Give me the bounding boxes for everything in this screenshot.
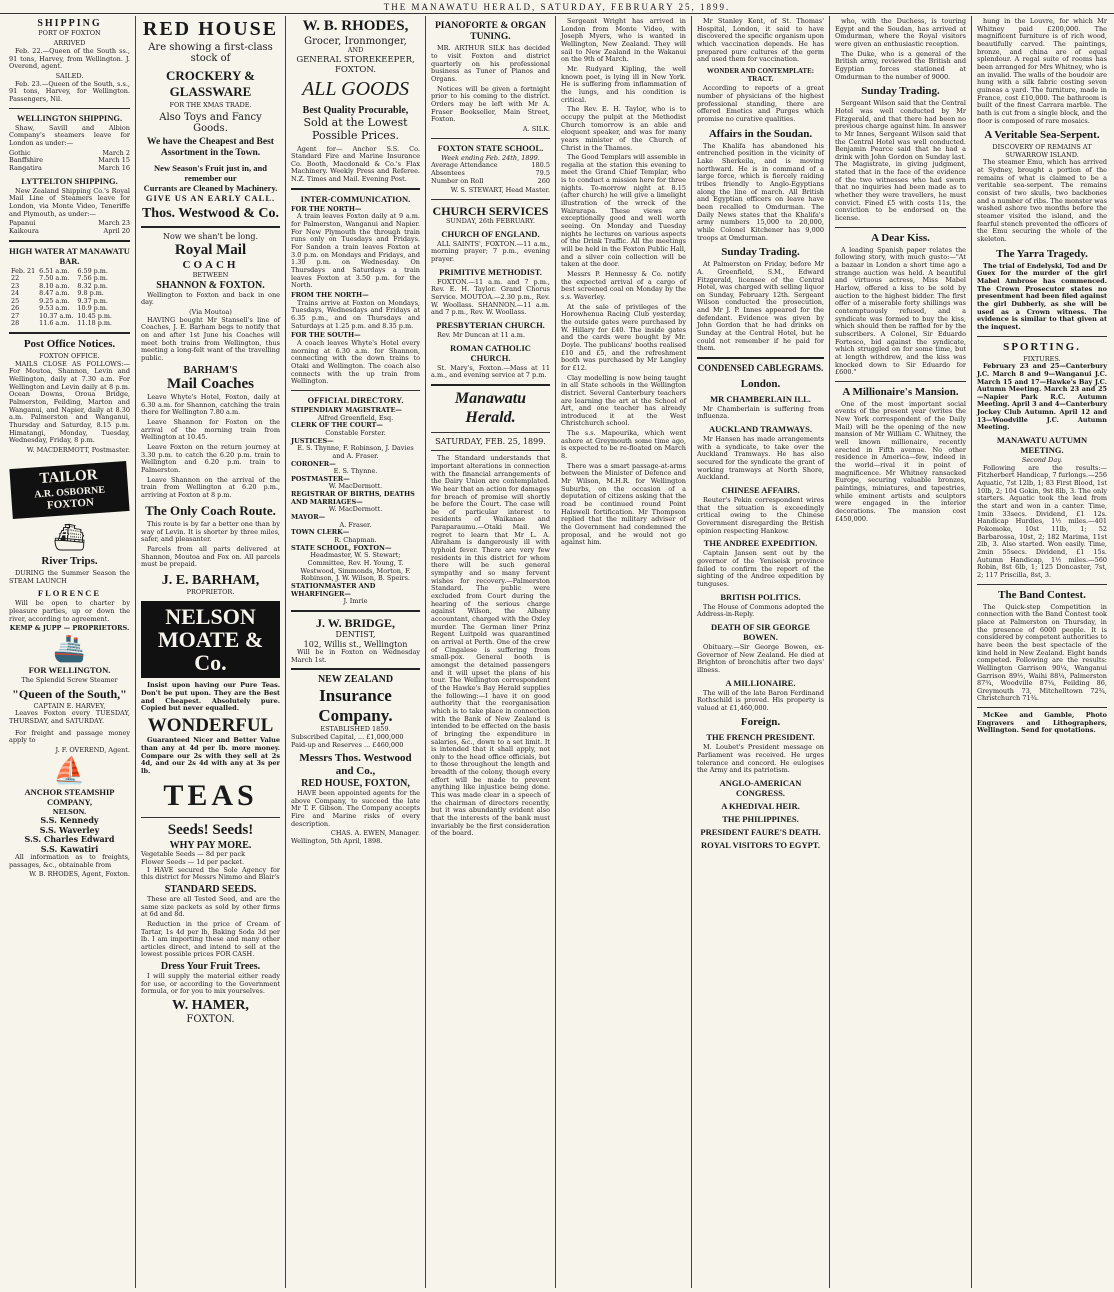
only-route-title: The Only Coach Route. bbox=[145, 502, 276, 518]
primitive-title: PRIMITIVE METHODIST. bbox=[439, 266, 542, 277]
news-mapourika: The s.s. Mapourika, which went ashore at Greymouth some time ago, is expected to be re-floated on March 8. bbox=[561, 429, 686, 461]
dentist-label: DENTIST, bbox=[335, 630, 376, 640]
ship-row-cell: March 23 bbox=[98, 219, 130, 228]
tide-table bbox=[9, 268, 114, 328]
insist-text: Insist upon having our Pure Teas. Don't be put upon. They are the Best and Cheapest. Absolutely pure. Copied but never equalled. bbox=[141, 681, 280, 713]
london-title: London. bbox=[740, 377, 781, 390]
high-water-title: HIGH WATER AT MANAWATU BAR. bbox=[9, 245, 130, 266]
agency-text: I HAVE secured the Sole Agency for this district for Messrs Nimmo and Blair's bbox=[141, 865, 280, 882]
official-directory-title: OFFICIAL DIRECTORY. bbox=[307, 394, 404, 405]
mail-coach-text-4: Leave Shannon on the arrival of the train from Wellington at 6.20 p.m., arriving at Foxton at 8 p.m. bbox=[141, 475, 280, 499]
french-text: M. Loubet's President message on Parliament was received. He urges tolerance and concord. He eulogises the Army and its patriotism. bbox=[697, 743, 824, 775]
fixtures-label: FIXTURES. bbox=[1023, 354, 1061, 363]
mansion-text: One of the most important social events of the present year (writes the New York correspondent of the Daily Mail) will be the opening of the new mansion of Mr William C. Whitney, the well known millionaire, recently erected in Fifth avenue. No other residence in America—few, indeed in the world—rival it in point of magnificence. Mr Whitney ransacked Europe, securing valuable bronzes, paintings, miniatures, and tapestries, while eminent artists and sculptors were engaged in the interior decorations. The mansion cost £450,000. bbox=[835, 399, 966, 523]
news-clay: Clay modelling is now being taught in all State schools in the Wellington district. Several Canterbury teachers are learning the art at the School of Art, and one teacher has already introduced it at the West Christchurch school. bbox=[561, 373, 686, 428]
established: ESTABLISHED 1859. bbox=[320, 725, 391, 734]
tide-row bbox=[9, 320, 114, 328]
tailor-label: TAILOR bbox=[39, 466, 99, 487]
anchor-info: All information as to freights, passages, &c., obtainable from bbox=[9, 853, 130, 869]
route-text: This route is by far a better one than by way of Levin. It is shorter by three miles, safer, and pleasanter. bbox=[141, 519, 280, 544]
week-ending: Week ending Feb. 24th, 1899. bbox=[441, 153, 540, 162]
directory-role: STIPENDIARY MAGISTRATE— bbox=[291, 405, 402, 414]
directory-name: Alfred Greenfield, Esq. bbox=[317, 413, 394, 422]
chamberlain-title: MR CHAMBERLAIN ILL. bbox=[710, 393, 811, 404]
ship-row-cell: Gothic bbox=[9, 148, 31, 157]
for-south-text: A coach leaves Whyte's Hotel every morning at 6.30 a.m. for Shannon, connecting with the down trains to Otaki and Wellington. The coach also connects with the up train from Wellington. bbox=[291, 338, 420, 386]
wonderful-title: WONDERFUL bbox=[147, 714, 274, 736]
inter-communication-title: INTER-COMMUNICATION. bbox=[300, 193, 411, 204]
tide-cell: 28 bbox=[11, 319, 20, 328]
currants-line: Currants are Cleaned by Machinery. bbox=[143, 182, 278, 193]
mansion-cont-text: hung in the Louvre, for which Mr Whitney paid £200,000. The magnificent furniture is of rich wood, beautifully carved. The paintings, bronze, and china are of equal splendour. A regal suite of rooms has been arranged for Mrs Whitney, who is an invalid. The walls of the boudoir are hung with a silk fabric costing seven guineas a yard. The furniture, made in France, cost £10,000. The bathroom is built of the finest Carrara marble. The bath is cut from a single block, and the floor is composed of rare mosaics. bbox=[977, 17, 1107, 125]
masthead: THE MANAWATU HERALD, SATURDAY, FEBRUARY 25, 1899. bbox=[0, 0, 1114, 14]
mansion-title: A Millionaire's Mansion. bbox=[842, 385, 959, 398]
fixtures-text: February 23 and 25—Canterbury J.C. March 8 and 9—Wanganui J.C. March 15 and 17—Hawke's Bay J.C. Autumn Meeting. March 23 and 25—Napier Park R.C. Autumn Meeting. April 3 and 4—Canterbury Jockey Club Autumn. April 12 and 13—Woodville J.C. Autumn Meeting. bbox=[977, 362, 1107, 432]
primitive-text: FOXTON.—11 a.m. and 7 p.m., Rev. E. H. Taylor. Grand Chorus Service. MOUTOA.—2.30 p.m., Rev. W. Woollass. SHANNON.—11 a.m. and 7 p.m., Rev. W. Woollass. bbox=[431, 277, 550, 317]
fruit-line: New Season's Fruit just in, and remember our bbox=[154, 162, 267, 183]
directory-name: E. S. Thynne, F. Robinson, J. Davies and A. Fraser. bbox=[297, 444, 414, 460]
mckee-gamble: McKee and Gamble, Photo Engravers and Lithographers, Wellington. Send for quotations. bbox=[977, 711, 1107, 735]
ship-row-cell: Papanui bbox=[9, 219, 36, 228]
between-label: BETWEEN bbox=[192, 271, 229, 280]
ship-row-cell: Rangatira bbox=[9, 164, 42, 172]
news-wright: Sergeant Wright has arrived in London from Monte Video, with Joseph Myers, who is wanted in Wellington, New Zealand. They will sail to New Zealand in the Wakanui on the 9th of March. bbox=[561, 17, 686, 64]
column-3 bbox=[286, 16, 426, 1288]
tide-cell: 6.59 p.m. bbox=[77, 266, 108, 275]
presbyterian-title: PRESBYTERIAN CHURCH. bbox=[436, 320, 545, 331]
millionaire-text: The will of the late Baron Ferdinand Rothschild is proved. His property is valued at £1,460,000. bbox=[697, 688, 824, 712]
tailor-place: FOXTON bbox=[46, 496, 95, 512]
best-quality: Best Quality Procurable, bbox=[302, 104, 409, 116]
river-trips-title: River Trips. bbox=[41, 554, 98, 567]
bowen-title: DEATH OF SIR GEORGE BOWEN. bbox=[711, 621, 810, 642]
sea-serpent-title: A Veritable Sea-Serpent. bbox=[984, 129, 1100, 142]
lyttelton-text: New Zealand Shipping Co.'s Royal Mail Line of Steamers leave for London, via Monte Video, Teneriffe and Plymouth, as under:— bbox=[9, 186, 130, 218]
directory-role: CLERK OF THE COURT— bbox=[291, 421, 383, 430]
grocer-line: Grocer, Ironmonger, bbox=[304, 35, 407, 47]
and-line: AND bbox=[347, 46, 364, 55]
sunday-trading-text: At Palmerston on Friday, before Mr A. Greenfield, S.M., Edward Fitzgerald, licensee of the Central Hotel, was charged with selling liquor on Sunday, February 12th. Sergeant Wilson conducted the prosecution, and Mr J. P. Innes appeared for the defendant. Evidence was given by John Gordon that he had drinks on Sunday at the Central Hotel, but he could not remember if he paid for them. bbox=[697, 260, 824, 353]
column-5 bbox=[556, 16, 692, 1288]
tide-cell: 11.18 p.m. bbox=[77, 319, 112, 328]
directory-role: MAYOR— bbox=[291, 513, 326, 522]
sailed-label: SAILED. bbox=[55, 72, 84, 81]
rhodes-title: W. B. RHODES, bbox=[302, 18, 409, 34]
official-directory-list bbox=[291, 407, 420, 606]
sunday-trading-cont-title: Sunday Trading. bbox=[861, 85, 940, 98]
nelson-moate-logo: NELSON MOATE & Co. bbox=[141, 601, 280, 678]
freight-text: For freight and passage money apply to bbox=[9, 728, 130, 745]
launch-name: FLORENCE bbox=[37, 588, 102, 599]
barhams-label: BARHAM'S bbox=[183, 364, 238, 376]
directory-name: A. Fraser. bbox=[339, 520, 372, 529]
tide-cell: 25 bbox=[11, 296, 20, 305]
tide-cell: 7.56 p.m. bbox=[77, 274, 108, 283]
anchor-ship-name: S.S. Waverley bbox=[39, 824, 100, 835]
tide-cell: 26 bbox=[11, 304, 20, 313]
tide-cell: 7.50 a.m. bbox=[39, 274, 70, 283]
westwood-title: Thos. Westwood & Co. bbox=[141, 205, 280, 221]
toys-line: Also Toys and Fancy Goods. bbox=[159, 111, 262, 135]
chinese-title: CHINESE AFFAIRS. bbox=[721, 484, 800, 495]
red-house-foxton: RED HOUSE, FOXTON, bbox=[301, 778, 410, 790]
news-racing: At the sale of privileges of the Horowhenua Racing Club yesterday, the outside gates were purchased by W. Hillary for £40. The inside gates and the cards were bought by Mr. Doyle. The publicans' booths realised £10 and £5, and the refreshment booth was purchased by Mr Langley for £12. bbox=[561, 302, 686, 372]
tide-cell: 23 bbox=[11, 281, 20, 290]
issue-date: SATURDAY, FEB. 25, 1899. bbox=[435, 436, 546, 446]
launch-text: Will be open to charter by pleasure parties, up or down the river, according to agreement. bbox=[9, 599, 130, 623]
via-moutoa: (Via Moutoa) bbox=[189, 307, 232, 316]
tide-cell: 9.37 p.m. bbox=[77, 296, 108, 305]
anchor-ship-name: S.S. Charles Edward bbox=[24, 834, 115, 845]
tide-cell: Feb. 21 bbox=[11, 266, 36, 275]
insurance-title: Insurance Company. bbox=[318, 686, 393, 726]
directory-role: STATE SCHOOL, FOXTON— bbox=[291, 543, 392, 552]
crockery-title: CROCKERY & GLASSWARE bbox=[166, 68, 255, 99]
anchor-ship-name: S.S. Kennedy bbox=[40, 815, 99, 826]
directory-name: Constable Forster. bbox=[325, 428, 386, 437]
khedival-title: A KHEDIVAL HEIR. bbox=[721, 801, 800, 812]
royal-visitors-title: ROYAL VISITORS TO EGYPT. bbox=[701, 840, 820, 851]
directory-role: STATIONMASTER AND WHARFINGER— bbox=[291, 582, 376, 598]
sunday-trading-cont-text: Sergeant Wilson said that the Central Hotel was well conducted by Mr Fitzgerald, and that there had been no previous charge against him. In answer to Mr Innes, Sergeant Wilson said that the Central Hotel was well conducted. Benjamin Pearce said that he had a drink with John Gordon on Sunday last. The Magistrate, in giving judgment, stated that in the face of the evidence of the two witnesses who had sworn that no inquiries had been made as to whether they were travellers, he must convict. Fined £5 with costs 11s, the conviction to be endorsed on the license. bbox=[835, 99, 966, 223]
from-north-label: FROM THE NORTH— bbox=[291, 291, 369, 300]
for-wellington-title: FOR WELLINGTON. bbox=[28, 664, 111, 675]
chamberlain-text: Mr Chamberlain is suffering from influenza. bbox=[697, 404, 824, 421]
jeb-name: J. E. BARHAM, bbox=[161, 572, 260, 588]
directory-name: E. S. Thynne. bbox=[333, 467, 378, 476]
page-columns bbox=[4, 16, 1112, 1288]
agents-text: HAVE been appointed agents for the above Company, to succeed the late Mr T. F. Gibson. The Company accepts Fire and Marine risks of every description. bbox=[291, 788, 420, 828]
attendance-row-cell: Absentees bbox=[431, 168, 465, 177]
directory-name: W. MacDermott. bbox=[328, 505, 383, 514]
anchor-ships-list bbox=[9, 816, 130, 854]
andree-text: Captain Jansen sent out by the governor of the Yeniseisk province failed to confirm the report of the sighting of the Andree expedition by tunguses. bbox=[697, 549, 824, 588]
mail-coach-text-3: Leave Foxton on the return journey at 3.30 p.m. to catch the 6.20 p.m. train to Wellington and 6.20 p.m. train to Palmerston. bbox=[141, 442, 280, 474]
tide-cell: 27 bbox=[11, 311, 20, 320]
from-north-text: Trains arrive at Foxton on Mondays, Tuesdays, Wednesdays and Fridays at 6.35 p.m., and on Thursdays and Saturdays at 1.25 p.m. and 8.35 p.m. bbox=[291, 298, 420, 330]
bridge-name: J. W. BRIDGE, bbox=[315, 615, 396, 630]
post-office-title: Post Office Notices. bbox=[23, 338, 116, 351]
cheapest-line: We have the Cheapest and Best Assortment in the Town. bbox=[147, 137, 274, 159]
agent-for: Agent for— Anchor S.S. Co. Standard Fire and Marine Insurance Co. Booth, Macdonald & Co.'s Flax Machinery. Weekly Press and Referee. N.Z. Times and Mail. Evening Post. bbox=[291, 144, 420, 184]
leaves-text: Leaves Foxton every TUESDAY, THURSDAY, and SATURDAY. bbox=[9, 709, 130, 726]
politics-title: BRITISH POLITICS. bbox=[720, 591, 801, 602]
ship-icon: ⛵ bbox=[53, 755, 86, 786]
directory-name: W. MacDermott. bbox=[328, 482, 383, 491]
column-7 bbox=[830, 16, 972, 1288]
philippines-title: THE PHILIPPINES. bbox=[722, 814, 799, 825]
tide-cell: 22 bbox=[11, 274, 20, 283]
tailor-name: A.R. OSBORNE bbox=[33, 483, 106, 500]
screw-steamer: The Splendid Screw Steamer bbox=[21, 675, 118, 684]
ship-row-cell: April 20 bbox=[103, 226, 130, 235]
bridge-address: 102, Willis st., Wellington bbox=[303, 639, 408, 649]
tested-text: These are all Tested Seed, and are the same size packets as sold by other firms at 6d and 8d. bbox=[141, 894, 280, 919]
wellington-ships-list bbox=[9, 150, 130, 173]
for-north-text: A train leaves Foxton daily at 9 a.m. for Palmerston, Wanganui and Napier. For New Plymouth the through train runs only on Tuesdays and Fridays. For Sandon a train leaves Foxton at 3.0 p.m. on Mondays and Fridays, and 1.30 p.m. on Wednesday. On Thursdays and Saturdays a train leaves Foxton at 3.50 p.m. for the North. bbox=[291, 212, 420, 290]
sporting-title: SPORTING. bbox=[1003, 340, 1081, 353]
tide-cell: 6.51 a.m. bbox=[39, 266, 70, 275]
coach-text: Wellington to Foxton and back in one day. bbox=[141, 290, 280, 307]
reduction-text: Reduction in the price of Cream of Tartar, 1s 4d per lb, Baking Soda 3d per lb. I am importing these and many other articles direct, and intend to sell at the lowest possible prices FOR CASH. bbox=[141, 919, 280, 959]
steamer-icon: ⛴ bbox=[52, 522, 86, 553]
chinese-text: Reuter's Pekin correspondent wires that the situation is exceedingly critical owing to the Chinese Government disregarding the British opinion respecting Hankow. bbox=[697, 495, 824, 535]
auckland-title: AUCKLAND TRAMWAYS. bbox=[709, 423, 812, 434]
red-house-title: RED HOUSE bbox=[142, 18, 279, 40]
sunday-date: SUNDAY, 26th FEBRUARY. bbox=[445, 217, 536, 226]
millionaire-title: A MILLIONAIRE. bbox=[725, 677, 796, 688]
paid-up: Paid-up and Reserves ... £460,000 bbox=[291, 740, 404, 749]
directory-name: J. Imrie bbox=[343, 597, 368, 606]
tide-cell: 10.9 p.m. bbox=[77, 304, 108, 313]
column-2 bbox=[136, 16, 286, 1288]
news-review: The Duke, who is a general of the British army, reviewed the British and Egyptian forces stationed at Omdurman to the number of 9000. bbox=[835, 49, 966, 81]
ship-row-cell: Banffshire bbox=[9, 156, 44, 165]
dress-trees-title: Dress Your Fruit Trees. bbox=[160, 961, 261, 973]
coe-title: CHURCH OF ENGLAND. bbox=[441, 228, 540, 239]
tide-cell: 10.45 p.m. bbox=[77, 311, 112, 320]
why-pay-more: WHY PAY MORE. bbox=[169, 839, 252, 851]
anglo-title: ANGLO-AMERICAN CONGRESS. bbox=[719, 778, 802, 799]
steamer-icon-2: 🚢 bbox=[53, 633, 86, 664]
standard-seeds: STANDARD SEEDS. bbox=[164, 884, 257, 896]
cablegrams-title: CONDENSED CABLEGRAMS. bbox=[697, 363, 824, 374]
post-office-text: MAILS CLOSE AS FOLLOWS:— For Moutoa, Shannon, Levin and Wellington, daily at 7.30 a.m. For Wellington and Levin daily at 8 p.m. Ocean Downs, Oroua Bridge, Palmerston, Feilding, Marton and Wanganui, and Napier, daily at 8.30 a.m. Palmerston and Wanganui, Thursday and Saturday, 8.15 p.m. Himatangi, Monday, Tuesday, Wednesday, Friday, 8 p.m. bbox=[9, 359, 130, 445]
tide-cell: 24 bbox=[11, 289, 20, 298]
news-defence: There was a smart passage-at-arms between the Minister of Defence and Mr Wilson, M.H.R. for Wellington Suburbs, on the occasion of a deputation of citizens asking that the road be continued round Point Halswell fortification. Mr Thompson replied that the military adviser of the Government had condemned the proposal, and he would not go against him. bbox=[561, 461, 686, 547]
bridge-text: Will be in Foxton on Wednesday March 1st. bbox=[291, 648, 420, 664]
tide-cell: 11.6 a.m. bbox=[39, 319, 70, 328]
race-results: Following are the results:— Fitzherbert Handicap, 7 furlongs.—256 Aquatic, 7st 12lb, 1; 83 First Blood, 1st 10lb, 2; 104 Gokin, 9st 8lb, 3. The only starters. Aquatic took the lead from the start and won in a canter. Time, 1min 33secs. Dividend, £1 12s. Handicap Hurdles, 1½ miles.—401 Pokomoke, 10st 11lb, 1; 52 Barbarossa, 10st, 2; 182 Marima, 11st 2lb, 3. Also started. Won easily. Time, 2min 55secs. Dividend, £1 15s. Autumn Handicap, 1½ miles.—560 Robin, 8st 6lb, 1; 125 Doncaster, 7st, 2; 117 Priscilla, 8st, 3. bbox=[977, 463, 1107, 579]
bowen-text: Obituary.—Sir George Bowen, ex-Governor of New Zealand. He died at Brighton of bronchitis after two days' illness. bbox=[697, 642, 824, 674]
head-master: W. S. STEWART, Head Master. bbox=[450, 186, 550, 195]
early-call: GIVE US AN EARLY CALL. bbox=[145, 192, 276, 203]
subscribed-capital: Subscribed Capital, ... £1,000,000 bbox=[291, 732, 404, 741]
piano-text: MR. ARTHUR SILK has decided to visit Foxton and district quarterly on his professional business as Tuner of Pianos and Organs. bbox=[431, 44, 550, 84]
arrived-text: Feb. 22.—Queen of the South ss., 91 tons, Harvey, from Wellington. J. Overend, agent. bbox=[9, 47, 130, 71]
directory-role: POSTMASTER— bbox=[291, 474, 350, 483]
coe-text: ALL SAINTS', FOXTON.—11 a.m., morning prayer; 7 p.m., evening prayer. bbox=[431, 239, 550, 264]
column-6 bbox=[692, 16, 830, 1288]
yarra-text: The trial of Endelyski, Tod and Dr Guex for the murder of the girl Mabel Ambrose has commenced. The Crown Prosecutor states no presentment had been filed against the girl Dubberly, as she will be used as a Crown witness. The evidence is similar to that given at the inquest. bbox=[977, 261, 1107, 331]
church-services-title: CHURCH SERVICES bbox=[432, 203, 549, 218]
silk-signature: A. SILK. bbox=[522, 124, 550, 133]
tailor-osborne-logo bbox=[9, 460, 129, 518]
news-kent: Mr Stanley Kent, of St. Thomas' Hospital, London, it said to have discovered the specific organism upon which vaccination depends. He has prepared pure cultures of the germ and used them for vaccination. bbox=[697, 17, 824, 64]
ship-row-cell: March 16 bbox=[98, 164, 130, 172]
column-8 bbox=[972, 16, 1112, 1288]
directory-name: Headmaster, W. S. Stewart; Committee, Rev. H. Young, T. Westwood, Simmonds, Morton, F. Robinson, J. W. Wilson, B. Speirs. bbox=[300, 551, 411, 583]
all-goods-title: ALL GOODS bbox=[302, 78, 409, 101]
dress-trees-text: I will supply the material either ready for use, or according to the Government formula, or for you to mix yourselves. bbox=[141, 971, 280, 996]
post-office-sub: FOXTON OFFICE. bbox=[39, 351, 100, 360]
column-4 bbox=[426, 16, 556, 1288]
tide-cell: 8.32 p.m. bbox=[77, 281, 108, 290]
nz-label: NEW ZEALAND bbox=[317, 674, 394, 686]
yarra-title: The Yarra Tragedy. bbox=[996, 247, 1088, 260]
piano-text-2: Notices will be given a fortnight prior to his coming to the district. Orders may be left with Mr A. Fraser Bookseller, Main Street, Foxton. bbox=[431, 84, 550, 124]
news-templars: The Good Templars will assemble in regalia at the station this evening to meet the Grand Chief Templar, who is to conduct a mission here for three nights. To-morrow night at 8.15 (after church) he will give a limelight illustration of the wreck of the Wairarapa. These views are exceptionally good and well worth seeing. On Monday and Tuesday nights he lectures on various aspects of the Drink Traffic. All the meetings will be held in the Foxton Public Hall, and a silver coin collection will be taken at the door. bbox=[561, 153, 686, 269]
ship-row-cell: March 2 bbox=[102, 148, 130, 157]
news-taylor: The Rev. E. H. Taylor, who is to occupy the pulpit at the Methodist Church tomorrow is an able and eloquent speaker, and was for many years minister of the Church of Christ in the Thames. bbox=[561, 105, 686, 152]
soudan-text: The Khalifa has abandoned his entrenched position in the vicinity of Lake Sherkeila, and is moving northward. He is in command of a large force, which is fiercely raiding tribes friendly to Anglo-Egyptians along the line of march. All British and Egyptian officers on leave have been recalled to Omdurman. The Daily News states that the Khalifa's army numbers 15,000 to 20,000, while Colonel Kitchener has 9,000 troops at Omdurman. bbox=[697, 141, 824, 242]
dear-kiss-title: A Dear Kiss. bbox=[871, 231, 930, 244]
attendance-row-cell: Number on Roll bbox=[431, 176, 484, 185]
piano-tuning-title: PIANOFORTE & ORGAN TUNING. bbox=[434, 21, 547, 43]
attendance-row-cell: 79.5 bbox=[535, 168, 550, 177]
ship-row-cell: Kaikoura bbox=[9, 226, 39, 235]
shipping-sub: PORT OF FOXTON bbox=[38, 28, 101, 37]
auckland-text: Mr Hansen has made arrangements with a syndicate, to take over the Auckland Tramways. He has also secured for the syndicate the grant of working tramways at North Shore, Auckland. bbox=[697, 434, 824, 482]
faure-title: PRESIDENT FAURE'S DEATH. bbox=[700, 827, 821, 838]
rhodes-signature: W. B. RHODES, Agent, Foxton. bbox=[29, 870, 130, 879]
catholic-title: ROMAN CATHOLIC CHURCH. bbox=[450, 342, 531, 363]
catholic-text: St. Mary's, Foxton.—Mass at 11 a.m., and evening service at 7 p.m. bbox=[431, 363, 550, 380]
tide-cell: 8.47 a.m. bbox=[39, 289, 70, 298]
presbyterian-text: Rev. Mr Duncan at 11 a.m. bbox=[437, 331, 526, 340]
sea-serpent-text: The steamer Emu, which has arrived at Sydney, brought a portion of the remains of what is claimed to be a veritable sea-serpent. The remains consist of two skulls, two backbones and a number of ribs. The monster was washed ashore two months before the steamer visited the island, and the fearful stench prevented the officers of the Emu securing the whole of the skeleton. bbox=[977, 158, 1107, 244]
sailed-text: Feb. 23.—Queen of the South, s.s., 91 tons, Harvey, for Wellington. Passengers, Nil. bbox=[9, 79, 130, 104]
attendance-row-cell: Average Attendance bbox=[431, 161, 498, 170]
storekeeper-line: GENERAL STOREKEEPER, FOXTON. bbox=[296, 55, 415, 76]
tide-cell: 9.25 a.m. bbox=[39, 296, 70, 305]
overend-signature: J. F. OVEREND, Agent. bbox=[55, 746, 130, 754]
french-title: THE FRENCH PRESIDENT. bbox=[706, 732, 815, 743]
xmas-trade: FOR THE XMAS TRADE. bbox=[169, 100, 252, 109]
parcels-text: Parcels from all parts delivered at Shannon, Moutoa and Fox on. All parcels must be prepaid. bbox=[141, 544, 280, 569]
sold-lowest: Sold at the Lowest Possible Prices. bbox=[303, 115, 408, 142]
news-kipling: Mr. Rudyard Kipling, the well known poet, is lying ill in New York. He is suffering from inflammation of the lungs, and his condition is critical. bbox=[561, 64, 686, 104]
queen-of-south: "Queen of the South," bbox=[12, 686, 127, 701]
coach-title: COACH bbox=[182, 259, 239, 272]
tide-cell: 10.37 a.m. bbox=[39, 311, 74, 320]
kemp-jupp: KEMP & JUPP — PROPRIETORS. bbox=[9, 624, 130, 633]
for-north-label: FOR THE NORTH— bbox=[291, 204, 362, 213]
anchor-ship-name: S.S. Kawatiri bbox=[40, 843, 99, 854]
shannon-foxton: SHANNON & FOXTON. bbox=[156, 279, 265, 291]
attendance-table bbox=[431, 162, 550, 185]
politics-text: The House of Commons adopted the Address-in-Reply. bbox=[697, 602, 824, 619]
lyttelton-ships-list bbox=[9, 220, 130, 235]
signature-date: Wellington, 5th April, 1898. bbox=[291, 836, 383, 845]
teas-title: TEAS bbox=[163, 778, 258, 812]
tide-cell: 9.53 a.m. bbox=[39, 304, 70, 313]
foreign-title: Foreign. bbox=[740, 716, 781, 729]
directory-role: CORONER— bbox=[291, 459, 336, 468]
mail-coach-text-1: Leave Whyte's Hotel, Foxton, daily at 6.30 a.m. for Shannon, catching the train there for Wellington 7.80 a.m. bbox=[141, 393, 280, 417]
tract-title: WONDER AND CONTEMPLATE: TRACT. bbox=[706, 66, 815, 84]
wellington-shipping-text: Shaw, Savill and Albion Company's steamers leave for London as under:— bbox=[9, 123, 130, 148]
directory-name: R. Chapman. bbox=[334, 536, 377, 545]
lyttelton-title: LYTTELTON SHIPPING. bbox=[21, 175, 118, 186]
messrs-westwood: Messrs Thos. Westwood and Co., bbox=[299, 752, 412, 778]
red-house-showing: Are showing a first-class stock of bbox=[148, 41, 273, 65]
band-contest-text: The Quick-step Competition in connection with the Band Contest took place at Palmerston on Thursday, in the presence of 6000 people. It is considered by competent authorities to have been the best spectacle of the kind held in New Zealand. Eight bands competed. Following are the results: Wellington Garrison 90¼, Wanganui Garrison 89½, Waihi 88¼, Palmerston 87¾, Woodville 87¼, Feilding 86, Greymouth 73, Mitchelltown 72¾, Christchurch 71¾. bbox=[977, 602, 1107, 703]
editorial-text: The Standard understands that important alterations in connection with the financial arrangements of the Dairy Union are contemplated. We hear that an action for damages for breach of promise will shortly be before the Court. The case will be of particular interest to residents of Waikanae and Paraparaumu.—Otaki Mail. We regret to learn that Mr L. A. Abraham is dangerously ill with typhoid fever. There are very few residents in this district for whom there will be such general sympathy and so many fervent wishes for recovery.—Palmerston Standard. The public were excluded from Court during the hearing of the serious charge against Wilson, the Albany accountant, charged with the Oxley murder. The German liner Prinz Regent Luitpold was quarantined on arrival at Perth. One of the crew of Cingalese is suffering from small-pox. General booth is amongst the detained passengers and it will upset the plans of his tour. The Wellington correspondent of the Hawke's Bay Herald supplies the following:—I have it on good authority that the reorganisation which is to take place in connection with the Bank of New Zealand is intended to be effected on the basis of bringing the expenditure in salaries, &c., down to a set limit. It is intended that it shall apply, not only to the head office officials, but to those throughout the length and breadth of the colony, though every effort will be made to prevent anything like injustice being done. This was made clear in a speech of the chairman of directors recently, but it was abundantly evident also that the interests of the bank must invariably be the first consideration of the board. bbox=[431, 454, 550, 838]
mail-coaches-title: Mail Coaches bbox=[166, 376, 255, 393]
ship-row bbox=[9, 165, 130, 173]
attendance-row bbox=[431, 178, 550, 186]
veg-seeds: Vegetable Seeds — 8d per pack bbox=[141, 850, 246, 859]
ship-row bbox=[9, 228, 130, 236]
captain: CAPTAIN E. HARVEY, bbox=[33, 701, 106, 710]
mail-coach-text-2: Leave Shannon for Foxton on the arrival of the morning train from Wellington at 10.45. bbox=[141, 417, 280, 442]
directory-role: TOWN CLERK— bbox=[291, 528, 350, 537]
anchor-company: ANCHOR STEAMSHIP COMPANY, bbox=[24, 786, 115, 807]
shipping-title: SHIPPING bbox=[37, 18, 102, 29]
tract-text: According to reports of a great number of physicians of the highest professional standing, there are offered Emetics and Purges which promise no curative qualities. bbox=[697, 84, 824, 124]
news-duke: who, with the Duchess, is touring Egypt and the Soudan, has arrived at Omdurman, where the Royal visitors were given an enthusiastic reception. bbox=[835, 17, 966, 48]
ewen-signature: CHAS. A. EWEN, Manager. bbox=[330, 829, 420, 838]
hamer-place: FOXTON. bbox=[186, 1014, 235, 1026]
river-trips-text: DURING the Summer Season the STEAM LAUNCH bbox=[9, 568, 130, 585]
tide-cell: 8.10 a.m. bbox=[39, 281, 70, 290]
arrived-label: ARRIVED bbox=[53, 39, 86, 48]
attendance-row-cell: 180.5 bbox=[531, 161, 550, 170]
guaranteed-text: Guaranteed Nicer and Better Value than any at 4d per lb. more money. Compare our 2s with they sell at 2s 4d, and our 2s 4d with any at 3s per lb. bbox=[141, 736, 280, 775]
second-day: Second Day. bbox=[1021, 456, 1063, 465]
sea-serpent-sub: DISCOVERY OF REMAINS AT SUWARROW ISLAND. bbox=[992, 143, 1092, 159]
state-school-title: FOXTON STATE SCHOOL. bbox=[437, 142, 544, 153]
andree-title: THE ANDREE EXPEDITION. bbox=[703, 538, 818, 549]
directory-role: JUSTICES— bbox=[291, 436, 334, 445]
wellington-shipping-title: WELLINGTON SHIPPING. bbox=[16, 112, 123, 123]
postmaster-signature: W. MACDERMOTT, Postmaster. bbox=[26, 445, 130, 454]
proprietor-label: PROPRIETOR. bbox=[186, 588, 235, 597]
for-south-label: FOR THE SOUTH— bbox=[291, 331, 361, 340]
band-contest-title: The Band Contest. bbox=[998, 588, 1086, 601]
dear-kiss-text: A leading Spanish paper relates the following story, with much gusto:—"At a bazaar in London a short time ago a strange auction was held. A beautiful and virtuous actress, Miss Mabel Harlow, offered a kiss to be sold by auction to the highest bidder. The first offer of a miserable forty shillings was contemptuously refused, and a syndicate was formed to buy the kiss, which should then be raffled for by the subscribers. A Colonel, Sir Eduardo Fortesco, bid against the syndicate, which struggled on for some time, but at length withdrew, and the kiss was knocked down to Sir Eduardo for £600." bbox=[835, 245, 966, 377]
barham-text: HAVING bought Mr Stansell's line of Coaches, J. E. Barham begs to notify that on and after 1st June his Coaches will meet both trains from Wellington, thus meeting a long-felt want of the travelling public. bbox=[141, 315, 280, 362]
attendance-row-cell: 260 bbox=[537, 176, 550, 185]
seeds-title: Seeds! Seeds! bbox=[167, 821, 254, 838]
ship-row-cell: March 15 bbox=[98, 156, 130, 165]
flower-seeds: Flower Seeds — 1d per packet. bbox=[141, 858, 245, 867]
anchor-nelson: NELSON. bbox=[52, 807, 87, 816]
herald-nameplate: Manawatu Herald. bbox=[454, 390, 527, 426]
soudan-title: Affairs in the Soudan. bbox=[708, 127, 813, 140]
sunday-trading-title: Sunday Trading. bbox=[721, 246, 800, 259]
royal-mail-title: Royal Mail bbox=[174, 241, 247, 258]
column-1 bbox=[4, 16, 136, 1288]
hamer-name: W. HAMER, bbox=[172, 997, 249, 1013]
tide-cell: 9.8 p.m. bbox=[77, 289, 104, 298]
now-ship-line: Now we shan't be long. bbox=[162, 232, 259, 242]
directory-role: REGISTRAR OF BIRTHS, DEATHS AND MARRIAGES— bbox=[291, 490, 415, 506]
autumn-meeting-title: MANAWATU AUTUMN MEETING. bbox=[996, 435, 1088, 456]
news-hennessy: Messrs P. Hennessy & Co. notify the expected arrival of a cargo of best screened coal on Monday by the s.s. Waverley. bbox=[561, 270, 686, 301]
